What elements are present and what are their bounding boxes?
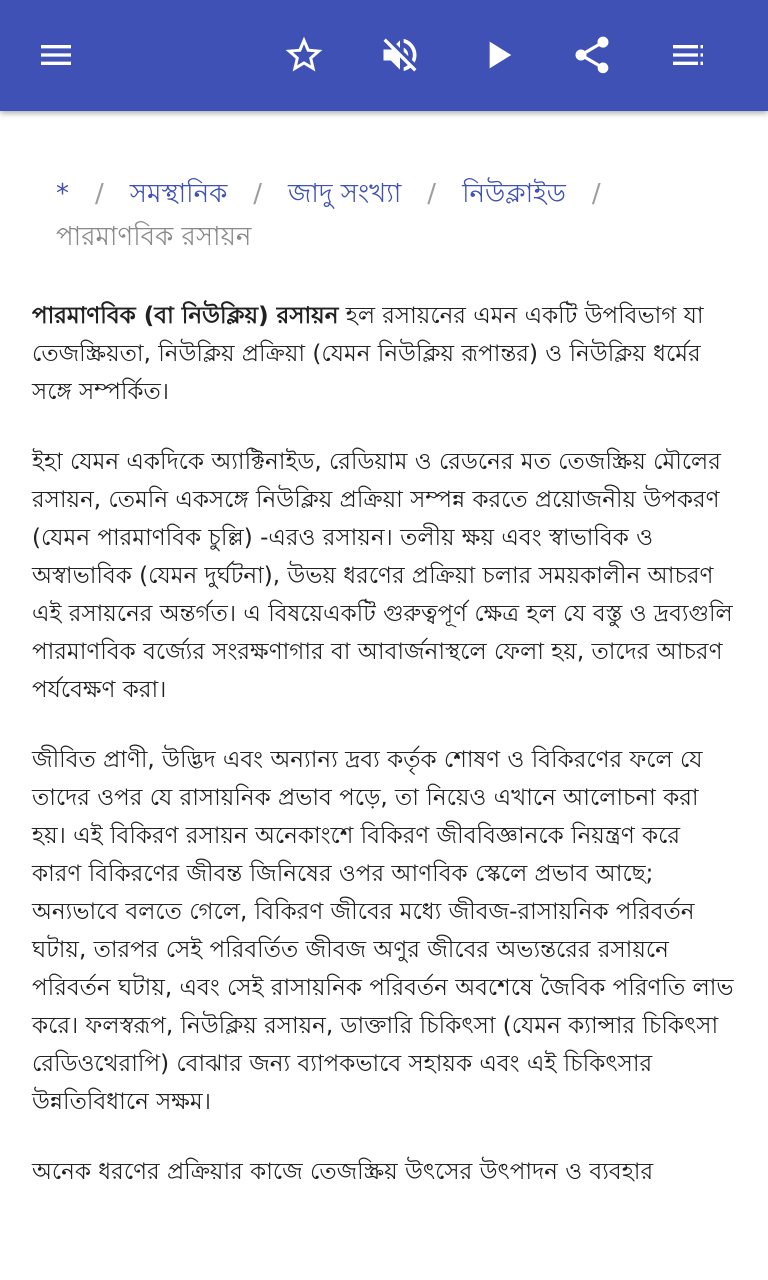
breadcrumb-current: পারমাণবিক রসায়ন — [56, 222, 252, 252]
menu-icon — [36, 35, 76, 75]
playlist-button[interactable] — [656, 23, 720, 87]
breadcrumb-separator: / — [591, 179, 601, 209]
article-paragraph-text: হল রসায়নের এমন একটি উপবিভাগ যা তেজস্ক্রিয়তা, নিউক্লিয় প্রক্রিয়া (যেমন নিউক্লিয় রূপান্তর) ও নিউক্লিয় ধর্মের সঙ্গে সম্পর্কিত। — [32, 303, 704, 405]
breadcrumb-item-root[interactable]: * — [56, 179, 69, 209]
article-paragraph: জীবিত প্রাণী, উদ্ভিদ এবং অন্যান্য দ্রব্য কর্তৃক শোষণ ও বিকিরণের ফলে যে তাদের ওপর যে রাসায়নিক প্রভাব পড়ে, তা নিয়েও এখানে আলোচনা করা হয়। এই বিকিরণ রসায়ন অনেকাংশে বিকিরণ জীববিজ্ঞানকে নিয়ন্ত্রণ করে কারণ বিকিরণের জীবন্ত জিনিষের ওপর আণবিক স্কেলে প্রভাব আছে; অন্যভাবে বলতে গেলে, বিকিরণ জীবের মধ্যে জীবজ-রাসায়নিক পরিবর্তন ঘটায়, তারপর সেই পরিবর্তিত জীবজ অণুর জীবের অভ্যন্তরের রসায়নে পরিবর্তন ঘটায়, এবং সেই রাসায়নিক পরিবর্তন অবশেষে জৈবিক পরিণতি লাভ করে। ফলস্বরূপ, নিউক্লিয় রসায়ন, ডাক্তারি চিকিৎসা (যেমন ক্যান্সার চিকিৎসা রেডিওথেরাপি) বোঝার জন্য ব্যাপকভাবে সহায়ক এবং এই চিকিৎসার উন্নতিবিধানে সক্ষম। — [32, 747, 734, 1115]
article-paragraph — [32, 297, 736, 411]
star-outline-icon — [282, 33, 326, 77]
article-term: পারমাণবিক (বা নিউক্লিয়) রসায়ন — [32, 303, 339, 329]
breadcrumb-item-magic-number[interactable]: জাদু সংখ্যা — [288, 179, 402, 209]
mute-button[interactable] — [368, 23, 432, 87]
breadcrumb-separator: / — [253, 179, 263, 209]
share-icon — [570, 33, 614, 77]
share-button[interactable] — [560, 23, 624, 87]
breadcrumb-separator: / — [95, 179, 104, 209]
bookmark-button[interactable] — [272, 23, 336, 87]
app-bar — [0, 0, 768, 111]
breadcrumb-item-isotope[interactable]: সমস্থানিক — [129, 179, 228, 209]
breadcrumb-separator: / — [427, 179, 437, 209]
breadcrumb — [56, 173, 716, 259]
playlist-icon — [668, 35, 708, 75]
menu-button[interactable] — [24, 23, 88, 87]
breadcrumb-item-nuclide[interactable]: নিউক্লাইড — [462, 179, 566, 209]
article-paragraph: অনেক ধরণের প্রক্রিয়ার কাজে তেজস্ক্রিয় উৎসের উৎপাদন ও ব্যবহার — [32, 1159, 654, 1185]
play-icon — [478, 35, 518, 75]
article-body — [32, 297, 736, 1223]
article-paragraph: ইহা যেমন একদিকে অ্যাক্টিনাইড, রেডিয়াম ও রেডনের মত তেজস্ক্রিয় মৌলের রসায়ন, তেমনি একসঙ্গে নিউক্লিয় প্রক্রিয়া সম্পন্ন করতে প্রয়োজনীয় উপকরণ (যেমন পারমাণবিক চুল্লি) -এরও রসায়ন। তলীয় ক্ষয় এবং স্বাভাবিক ও অস্বাভাবিক (যেমন দুর্ঘটনা), উভয় ধরণের প্রক্রিয়া চলার সময়কালীন আচরণ এই রসায়নের অন্তর্গত। এ বিষয়েএকটি গুরুত্বপূর্ণ ক্ষেত্র হল যে বস্তু ও দ্রব্যগুলি পারমাণবিক বর্জ্যের সংরক্ষণাগার বা আবার্জনাস্থলে ফেলা হয়, তাদের আচরণ পর্যবেক্ষণ করা। — [32, 449, 733, 703]
volume-off-icon — [378, 33, 422, 77]
play-button[interactable] — [466, 23, 530, 87]
